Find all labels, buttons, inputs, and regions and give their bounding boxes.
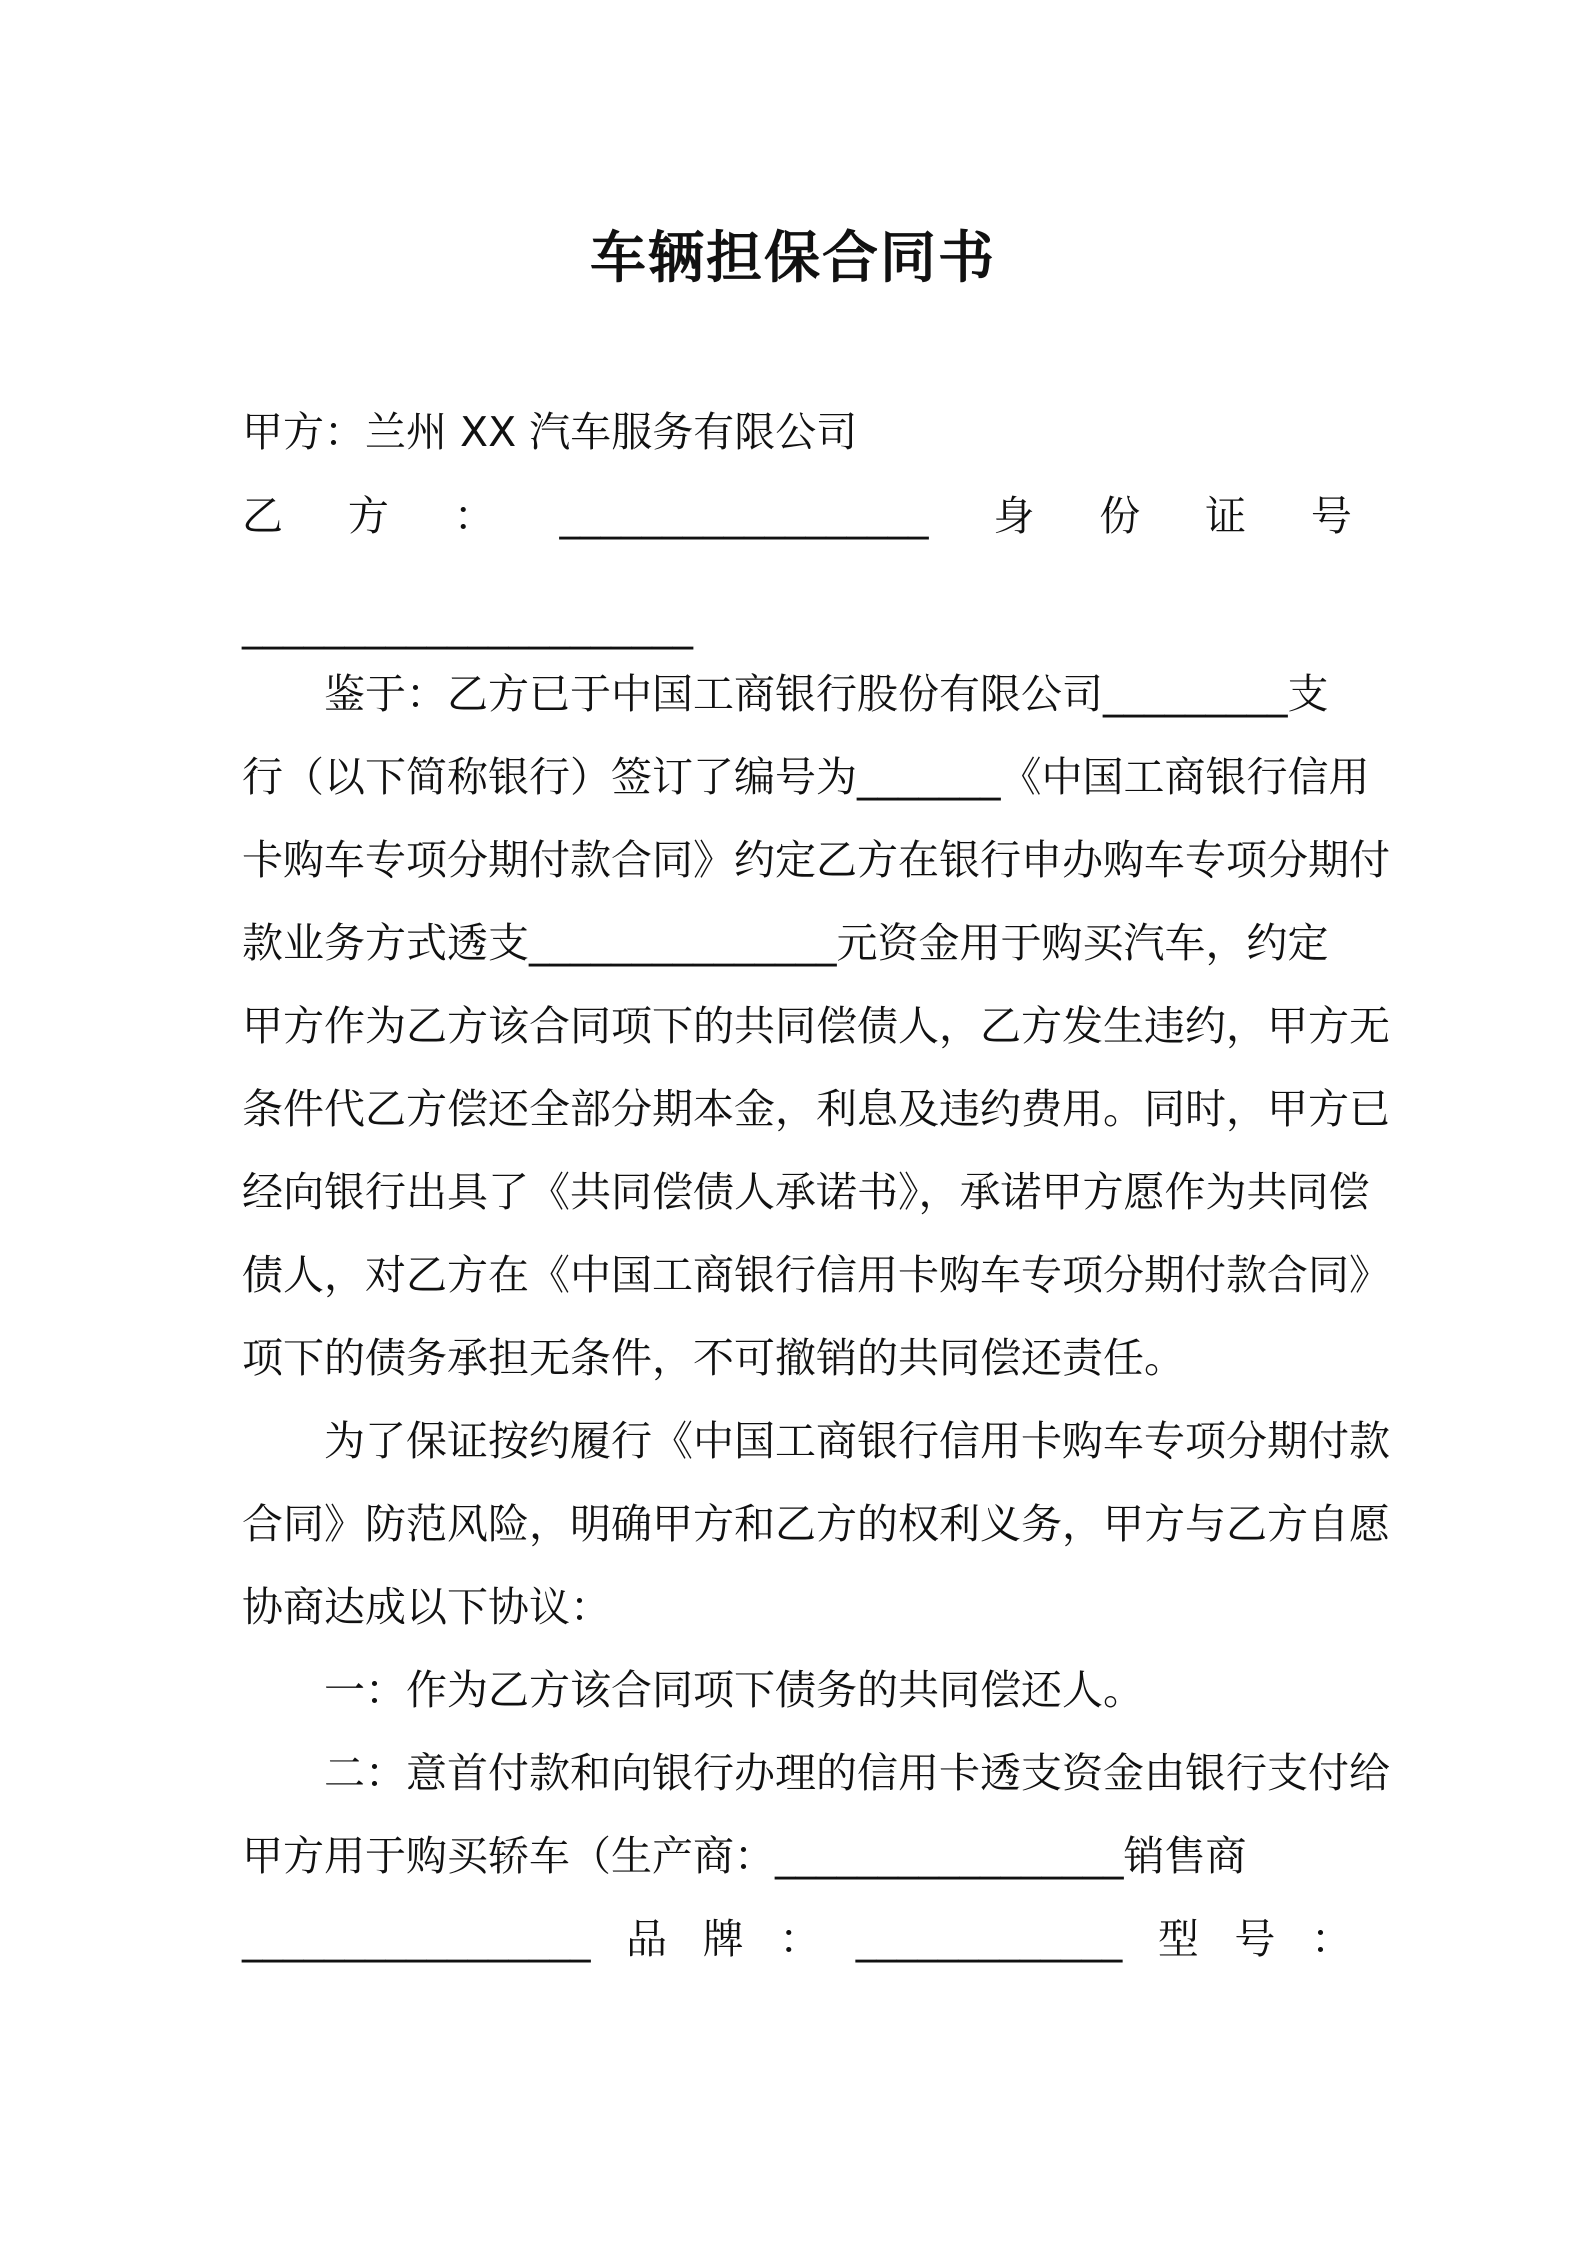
party-b-colon: ：	[453, 492, 495, 540]
vehicle-info-line	[242, 1909, 1352, 1969]
party-a-line: 甲方：兰州 XX 汽车服务有限公司	[242, 408, 858, 456]
id-number-blank: ______________________	[242, 602, 693, 650]
id-label-char: 号	[1310, 492, 1352, 540]
body-line: 二：意首付款和向银行办理的信用卡透支资金由银行支付给	[242, 1749, 1390, 1797]
body-line: 甲方用于购买轿车（生产商：_________________销售商	[242, 1832, 1247, 1880]
brand-label-char: 品	[626, 1915, 668, 1963]
party-b-line	[242, 486, 1352, 546]
party-b-name-blank: __________________	[559, 492, 929, 540]
body-line: 款业务方式透支_______________元资金用于购买汽车，约定	[242, 919, 1329, 967]
id-label-char: 份	[1099, 492, 1141, 540]
party-b-label-char: 方	[347, 492, 389, 540]
body-line: 一：作为乙方该合同项下债务的共同偿还人。	[242, 1666, 1144, 1714]
model-label-char: 号	[1234, 1915, 1276, 1963]
body-line: 鉴于：乙方已于中国工商银行股份有限公司_________支	[242, 670, 1329, 718]
body-line: 行（以下简称银行）签订了编号为_______《中国工商银行信用	[242, 753, 1370, 801]
dealer-blank: _________________	[242, 1915, 591, 1963]
id-label-char: 证	[1205, 492, 1247, 540]
brand-label-char: 牌	[702, 1915, 744, 1963]
body-line: 债人，对乙方在《中国工商银行信用卡购车专项分期付款合同》	[242, 1251, 1390, 1299]
document-title: 车辆担保合同书	[590, 226, 996, 291]
id-label-char: 身	[993, 492, 1035, 540]
body-line: 条件代乙方偿还全部分期本金，利息及违约费用。同时，甲方已	[242, 1085, 1390, 1133]
body-line: 甲方作为乙方该合同项下的共同偿债人，乙方发生违约，甲方无	[242, 1002, 1390, 1050]
body-line: 卡购车专项分期付款合同》约定乙方在银行申办购车专项分期付	[242, 836, 1390, 884]
body-line: 项下的债务承担无条件，不可撤销的共同偿还责任。	[242, 1334, 1185, 1382]
body-line: 为了保证按约履行《中国工商银行信用卡购车专项分期付款	[242, 1417, 1390, 1465]
body-line: 经向银行出具了《共同偿债人承诺书》，承诺甲方愿作为共同偿	[242, 1168, 1370, 1216]
model-colon: ：	[1310, 1915, 1352, 1963]
party-b-label-char: 乙	[242, 492, 283, 540]
brand-colon: ：	[779, 1915, 821, 1963]
model-label-char: 型	[1157, 1915, 1199, 1963]
body-line: 协商达成以下协议：	[242, 1583, 611, 1631]
brand-blank: _____________	[855, 1915, 1123, 1963]
body-line: 合同》防范风险，明确甲方和乙方的权利义务，甲方与乙方自愿	[242, 1500, 1390, 1548]
